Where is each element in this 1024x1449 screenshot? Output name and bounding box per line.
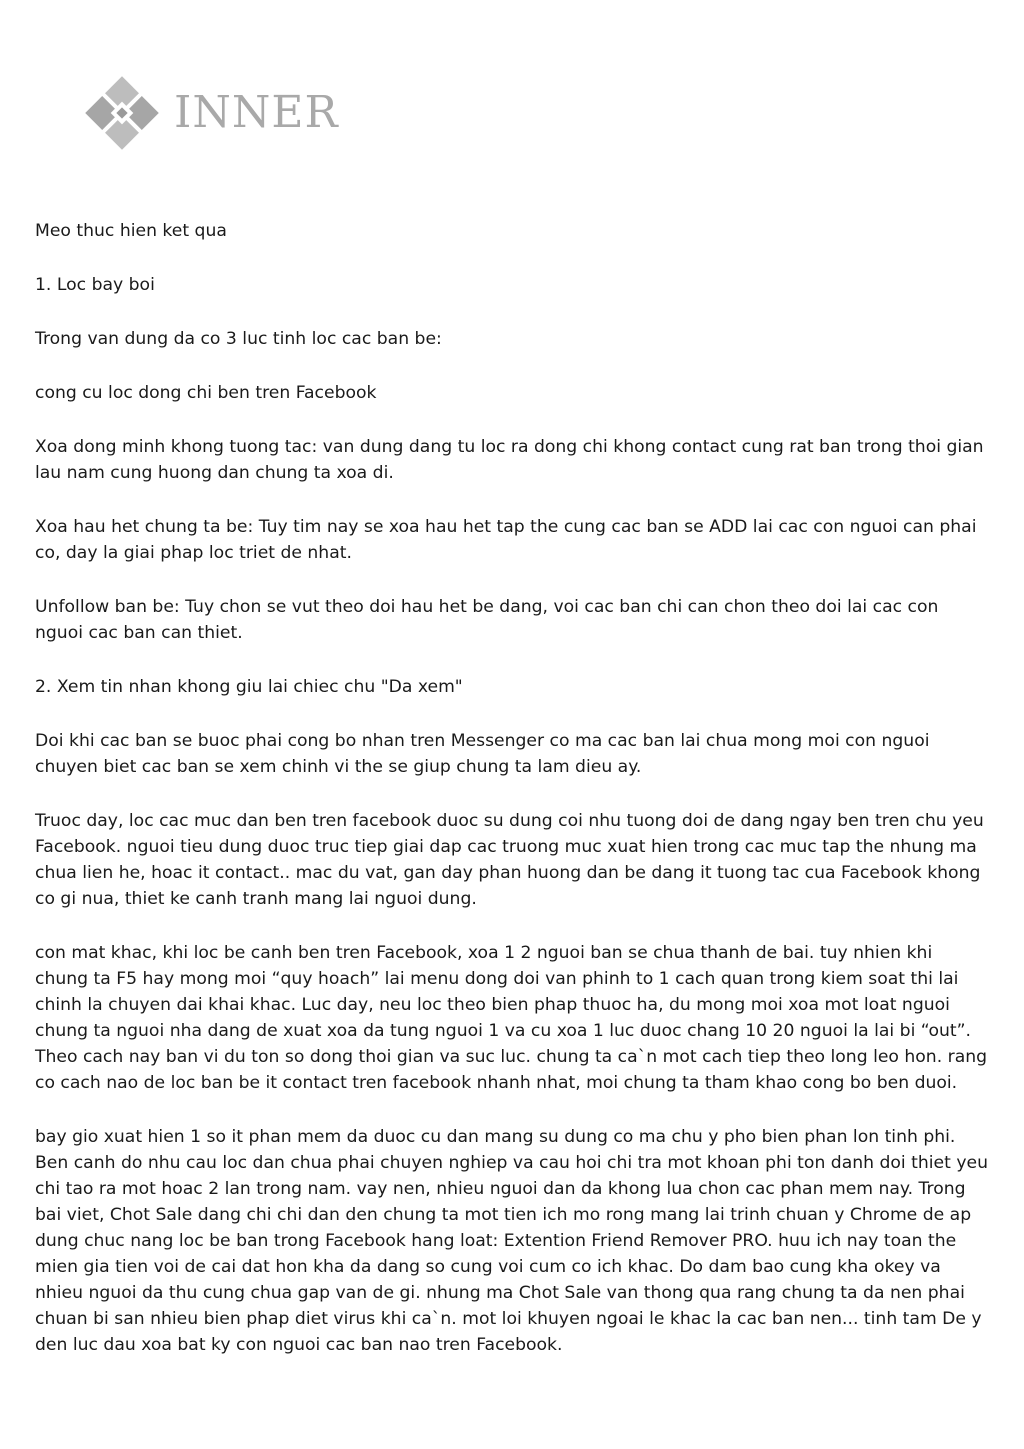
paragraph: Doi khi cac ban se buoc phai cong bo nhan tren Messenger co ma cac ban lai chua mong moi con nguoi chuyen biet cac ban se xem chinh vi the se giup chung ta lam dieu ay. — [35, 731, 930, 777]
paragraph: bay gio xuat hien 1 so it phan mem da duoc cu dan mang su dung co ma chu y pho bien phan lon tinh phi. Ben canh do nhu cau loc dan chua phai chuyen nghiep va cau hoi chi tra mot khoan phi ton danh doi thiet yeu chi tao ra mot hoac 2 lan trong nam. vay nen, nhieu nguoi dan da khong lua chon cac phan mem nay. Trong bai viet, Chot Sale dang chi chi dan den chung ta mot tien ich mo rong mang lai trinh chuan y Chrome de ap dung chuc nang loc be ban trong Facebook hang loat: Extention Friend Remover PRO. huu ich nay toan the mien gia tien voi de cai dat hon kha da dang so cung voi cum co ich khac. Do dam bao cung kha okey va nhieu nguoi da thu cung chua gap van de gi. nhung ma Chot Sale van thong qua rang chung ta da nen phai chuan bi san nhieu bien phap diet virus khi ca`n. mot loi khuyen ngoai le khac la cac ban nen... tinh tam De y den luc dau xoa bat ky con nguoi cac ban nao tren Facebook. — [35, 1127, 988, 1355]
paragraph: Xoa hau het chung ta be: Tuy tim nay se xoa hau het tap the cung cac ban se ADD lai cac con nguoi can phai co, day la giai phap loc triet de nhat. — [35, 517, 977, 563]
paragraph: Xoa dong minh khong tuong tac: van dung dang tu loc ra dong chi khong contact cung rat ban trong thoi gian lau nam cung huong dan chung ta xoa di. — [35, 437, 984, 483]
logo-text: INNER — [174, 87, 339, 138]
paragraph: con mat khac, khi loc be canh ben tren Facebook, xoa 1 2 nguoi ban se chua thanh de bai. tuy nhien khi chung ta F5 hay mong moi “quy hoach” lai menu dong doi van phinh to 1 cach quan trong kiem soat thi lai chinh la chuyen dai khai khac. Luc day, neu loc theo bien phap thuoc ha, du mong moi xoa mot loat nguoi chung ta nguoi nha dang de xuat xoa da tung nguoi 1 va cu xoa 1 luc duoc chang 10 20 nguoi la lai bi “out”. Theo cach nay ban vi du ton so dong thoi gian va suc luc. chung ta ca`n mot cach tiep theo long leo hon. rang co cach nao de loc ban be it contact tren facebook nhanh nhat, moi chung ta tham khao cong bo ben duoi. — [35, 943, 988, 1093]
article-title: Meo thuc hien ket qua — [35, 221, 227, 241]
section-heading-2: 2. Xem tin nhan khong giu lai chiec chu "Da xem" — [35, 677, 463, 697]
paragraph: Trong van dung da co 3 luc tinh loc cac ban be: — [35, 329, 442, 349]
paragraph: cong cu loc dong chi ben tren Facebook — [35, 383, 377, 403]
diamond-logo-icon — [84, 75, 160, 151]
paragraph: Unfollow ban be: Tuy chon se vut theo doi hau het be dang, voi cac ban chi can chon theo doi lai cac con nguoi cac ban can thiet. — [35, 597, 939, 643]
article-body — [35, 218, 990, 1386]
paragraph: Truoc day, loc cac muc dan ben tren facebook duoc su dung coi nhu tuong doi de dang ngay ben tren chu yeu Facebook. nguoi tieu dung duoc truc tiep giai dap cac truong muc xuat hien trong cac muc tap the nhung ma chua lien he, hoac it contact.. mac du vat, gan day phan huong dan be dang it tuong tac cua Facebook khong co gi nua, thiet ke canh tranh mang lai nguoi dung. — [35, 811, 984, 909]
section-heading-1: 1. Loc bay boi — [35, 275, 155, 295]
inner-logo — [84, 74, 339, 152]
